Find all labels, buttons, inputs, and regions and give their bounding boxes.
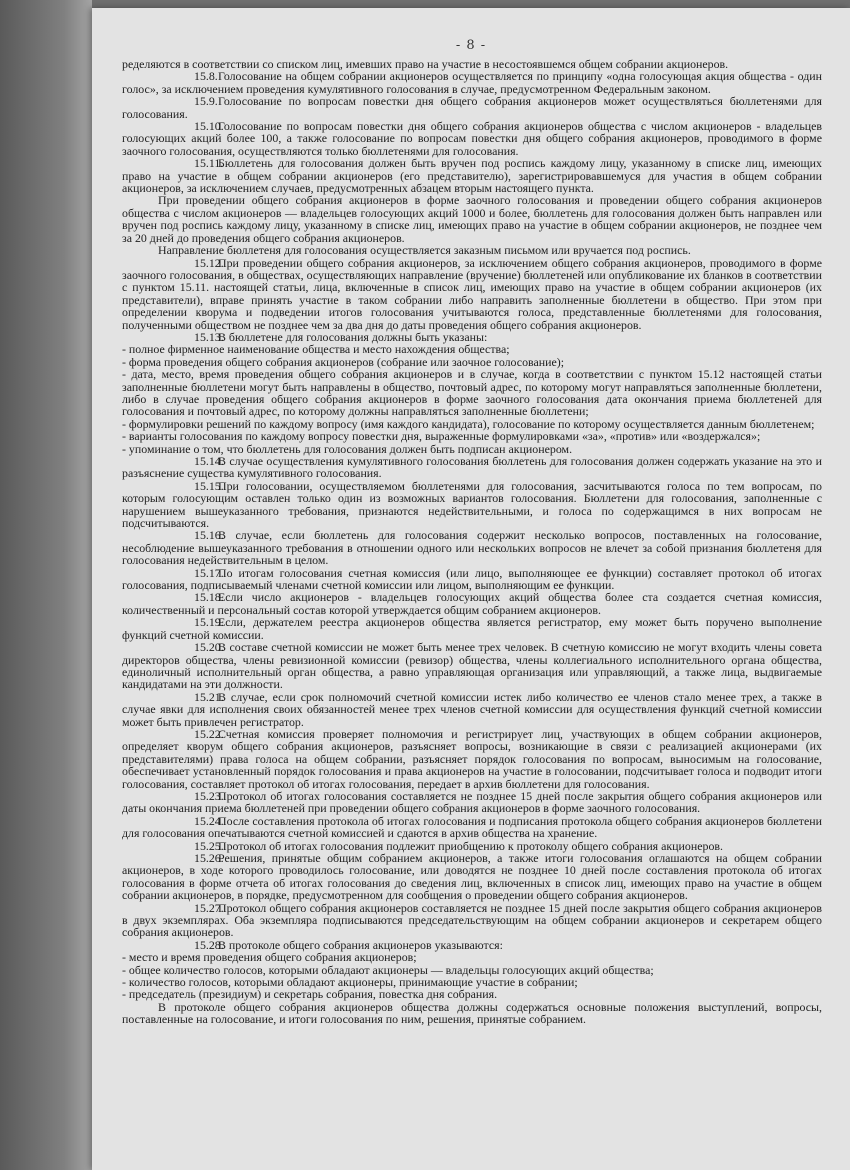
paragraph bbox=[122, 616, 822, 641]
paragraph bbox=[122, 120, 822, 157]
paragraph-text: Если, держателем реестра акционеров общества является регистратор, ему может быть поручено выполнение функций счетной комиссии. bbox=[122, 615, 822, 642]
paragraph-text: ределяются в соответствии со списком лиц, имевших право на участие в несостоявшемся общем собрании акционеров. bbox=[122, 58, 729, 71]
paragraph bbox=[122, 567, 822, 592]
clause-number: 15.12. bbox=[194, 255, 224, 270]
clause-number: 15.17. bbox=[194, 565, 224, 580]
paragraph bbox=[122, 852, 822, 902]
paragraph-text: - дата, место, время проведения общего собрания акционеров и в случае, когда в соответствии с пунктом 15.12 настоящей статьи заполненные бюллетени могут быть направлены в общество, почтовый адрес, по которому могут направляться заполненные бюллетени, либо в случае проведения общего собрания акционеров в форме заочного голосования дата окончания приема бюллетеней для голосования и почтовый адрес, по которому должны направляться заполненные бюллетени; bbox=[122, 367, 822, 419]
clause-number: 15.13. bbox=[194, 329, 224, 344]
paragraph-text: - форма проведения общего собрания акционеров (собрание или заочное голосование); bbox=[122, 354, 565, 369]
paragraph-text: После составления протокола об итогах голосования и подписания протокола общего собрания акционеров бюллетени для голосования опечатываются счетной комиссией и сдаются в архив общества на хранение. bbox=[122, 813, 822, 841]
paragraph bbox=[122, 815, 822, 840]
paragraph bbox=[122, 480, 822, 530]
paragraph-text: Протокол об итогах голосования составляется не позднее 15 дней после закрытия общего собрания акционеров или даты окончания приема бюллетеней при проведении общего собрания акционеров в форме заочного голосования. bbox=[122, 788, 822, 816]
paragraph-text: Счетная комиссия проверяет полномочия и регистрирует лиц, участвующих в общем собрании акционеров, определяет кворум общего собрания акционеров, разъясняет вопросы, возникающие в связи с реализацией акционерами (их представителями) права голоса на общем собрании, разъясняет порядок голосования по вопросам, выносимым на голосование, обеспечивает установленный порядок голосования и права акционеров на участие в голосовании, подсчитывает голоса и подводит итоги голосования, составляет протокол об итогах голосования, передает в архив бюллетени для голосования. bbox=[122, 726, 822, 791]
paragraph-text: Решения, принятые общим собранием акционеров, а также итоги голосования оглашаются на общем собрании акционеров, в ходе которого проводилось голосование, или доводятся не позднее 10 дней после составления протокола об итогах голосования в форме отчета об итогах голосования до сведения лиц, включенных в список лиц, имеющих право на участие в общем собрании акционеров, в порядке, предусмотренном для сообщения о проведении общего собрания акционеров. bbox=[122, 851, 822, 903]
clause-number: 15.15. bbox=[194, 478, 224, 493]
paragraph-text: - формулировки решений по каждому вопросу (имя каждого кандидата), голосование по которому осуществляется данным бюллетенем; bbox=[122, 416, 815, 431]
paragraph-text: - место и время проведения общего собрания акционеров; bbox=[122, 950, 417, 965]
paragraph-text: - варианты голосования по каждому вопросу повестки дня, выраженные формулировками «за», «против» или «воздержался»; bbox=[122, 429, 761, 444]
paragraph bbox=[122, 95, 822, 120]
paragraph-text: При голосовании, осуществляемом бюллетенями для голосования, засчитываются голоса по тем вопросам, по которым голосующим оставлен только один из возможных вариантов голосования. Бюллетени для голосования, заполненные с нарушением вышеуказанного требования, признаются недействительными, и голоса по содержащимся в них вопросам не подсчитываются. bbox=[122, 478, 822, 531]
document-body bbox=[122, 58, 822, 1148]
clause-number: 15.22. bbox=[194, 726, 224, 741]
paragraph bbox=[122, 790, 822, 815]
document-page bbox=[92, 8, 850, 1170]
page-number: - 8 - bbox=[455, 38, 487, 53]
paragraph bbox=[122, 455, 822, 480]
paragraph bbox=[122, 194, 822, 244]
paragraph bbox=[122, 529, 822, 566]
scanner-background bbox=[0, 0, 92, 1170]
paragraph-text: В случае осуществления кумулятивного голосования бюллетень для голосования должен содержать указание на это и разъяснение существа кумулятивного голосования. bbox=[122, 454, 822, 481]
paragraph-text: При проведении общего собрания акционеров, за исключением общего собрания акционеров, проводимого в форме заочного голосования, в обществах, осуществляющих направление (вручение) бюллетеней или опубликование их бланков в соответствии с пунктом 15.11. настоящей статьи, лица, включенные в список лиц, имеющих право на участие в общем собрании акционеров (их представители), вправе принять участие в таком собрании либо направить заполненные бюллетени в общество. При этом при определении кворума и подведении итогов голосования учитываются голоса, представленные бюллетенями для голосования, полученными обществом не позднее чем за два дня до даты проведения общего собрания акционеров. bbox=[122, 255, 822, 332]
paragraph-text: В протоколе общего собрания акционеров указываются: bbox=[218, 937, 503, 952]
clause-number: 15.10. bbox=[194, 119, 224, 134]
paragraph-text: По итогам голосования счетная комиссия (или лицо, выполняющее ее функции) составляет протокол об итогах голосования, подписываемый членами счетной комиссии или лицом, выполняющим ее функции. bbox=[122, 565, 822, 593]
paragraph-text: Направление бюллетеня для голосования осуществляется заказным письмом или вручается под роспись. bbox=[158, 243, 691, 258]
clause-number: 15.16. bbox=[194, 528, 224, 543]
paragraph-text: При проведении общего собрания акционеров в форме заочного голосования и проведении общего собрания акционеров общества с числом акционеров — владельцев голосующих акций 1000 и более, бюллетень для голосования должен быть направлен или вручен под роспись каждому лицу, указанному в списке лиц, имеющих право на участие в общем собрании акционеров, не позднее чем за 20 дней до проведения общего собрания акционеров. bbox=[122, 193, 822, 245]
paragraph bbox=[122, 902, 822, 939]
paragraph-text: В протоколе общего собрания акционеров общества должны содержаться основные положения выступлений, вопросы, поставленные на голосование, и итоги голосования по ним, решения, принятые собранием. bbox=[122, 999, 822, 1027]
paragraph-text: Если число акционеров - владельцев голосующих акций общества более ста создается счетная комиссия, количественный и персональный состав которой утверждается общим собранием акционеров. bbox=[122, 590, 822, 617]
paragraph bbox=[122, 1001, 822, 1026]
paragraph-text: Протокол общего собрания акционеров составляется не позднее 15 дней после закрытия общего собрания акционеров в двух экземплярах. Оба экземпляра подписываются председательствующим на общем собрании акционеров и секретарем общего собрания акционеров. bbox=[122, 900, 822, 940]
paragraph-text: В бюллетене для голосования должны быть указаны: bbox=[218, 329, 488, 344]
paragraph bbox=[122, 157, 822, 194]
clause-number: 15.8. bbox=[194, 69, 218, 84]
paragraph bbox=[122, 368, 822, 418]
paragraph bbox=[122, 641, 822, 691]
paragraph-text: - количество голосов, которыми обладают акционеры, принимающие участие в собрании; bbox=[122, 975, 578, 990]
clause-number: 15.26. bbox=[194, 851, 224, 865]
clause-number: 15.24. bbox=[194, 813, 224, 828]
paragraph-text: Голосование по вопросам повестки дня общего собрания акционеров может осуществляться бюллетенями для голосования. bbox=[122, 94, 822, 121]
paragraph-text: Голосование на общем собрании акционеров осуществляется по принципу «одна голосующая акция общества - один голос», за исключением проведения кумулятивного голосования в случае, предусмотренном Федеральным законом. bbox=[122, 69, 822, 96]
paragraph-text: - общее количество голосов, которыми обладают акционеры — владельцы голосующих акций общества; bbox=[122, 962, 654, 977]
clause-number: 15.14. bbox=[194, 454, 224, 468]
clause-number: 15.18. bbox=[194, 590, 224, 605]
paragraph-text: Бюллетень для голосования должен быть вручен под роспись каждому лицу, указанному в списке лиц, имеющих право на участие в общем собрании акционеров (его представителю), зарегистрировавшемуся для участия в общем собрании акционеров, за исключением случаев, предусмотренных абзацем вторым настоящего пункта. bbox=[122, 156, 822, 196]
paragraph-text: В случае, если бюллетень для голосования содержит несколько вопросов, поставленных на голосование, несоблюдение вышеуказанного требования в отношении одного или нескольких вопросов не влечет за собой признания бюллетеня для голосования недействительным в целом. bbox=[122, 528, 822, 568]
paragraph bbox=[122, 728, 822, 790]
paragraph-text: Протокол об итогах голосования подлежит приобщению к протоколу общего собрания акционеров. bbox=[218, 838, 723, 853]
paragraph bbox=[122, 691, 822, 728]
clause-number: 15.11. bbox=[194, 156, 224, 171]
clause-number: 15.19. bbox=[194, 615, 224, 630]
clause-number: 15.28. bbox=[194, 937, 224, 952]
paragraph-text: В составе счетной комиссии не может быть менее трех человек. В счетную комиссию не могут входить члены совета директоров общества, члены ревизионной комиссии (ревизор) общества, члены коллегиального исполнительного органа общества, единоличный исполнительный орган общества, а равно управляющая организация или управляющий, а также лица, выдвигаемые кандидатами на эти должности. bbox=[122, 640, 822, 692]
paragraph bbox=[122, 257, 822, 331]
clause-number: 15.9. bbox=[194, 94, 218, 109]
paragraph bbox=[122, 70, 822, 95]
clause-number: 15.25. bbox=[194, 838, 224, 853]
clause-number: 15.21. bbox=[194, 689, 224, 704]
clause-number: 15.23. bbox=[194, 788, 224, 803]
clause-number: 15.27. bbox=[194, 900, 224, 915]
paragraph-text: - полное фирменное наименование общества и место нахождения общества; bbox=[122, 342, 510, 357]
clause-number: 15.20. bbox=[194, 640, 224, 655]
paragraph bbox=[122, 591, 822, 616]
paragraph-text: В случае, если срок полномочий счетной комиссии истек либо количество ее членов стало менее трех, а также в случае явки для исполнения своих обязанностей менее трех членов счетной комиссии для осуществления функций счетной комиссии может быть привлечен регистратор. bbox=[122, 689, 822, 729]
paragraph-text: - председатель (президиум) и секретарь собрания, повестка дня собрания. bbox=[122, 987, 498, 1002]
paragraph-text: - упоминание о том, что бюллетень для голосования должен быть подписан акционером. bbox=[122, 441, 573, 456]
paragraph-text: Голосование по вопросам повестки дня общего собрания акционеров общества с числом акционеров - владельцев голосующих акций более 100, а также голосование по вопросам повестки дня общего собрания акционеров, проводимого в форме заочного голосования, осуществляются только бюллетенями для голосования. bbox=[122, 119, 822, 158]
